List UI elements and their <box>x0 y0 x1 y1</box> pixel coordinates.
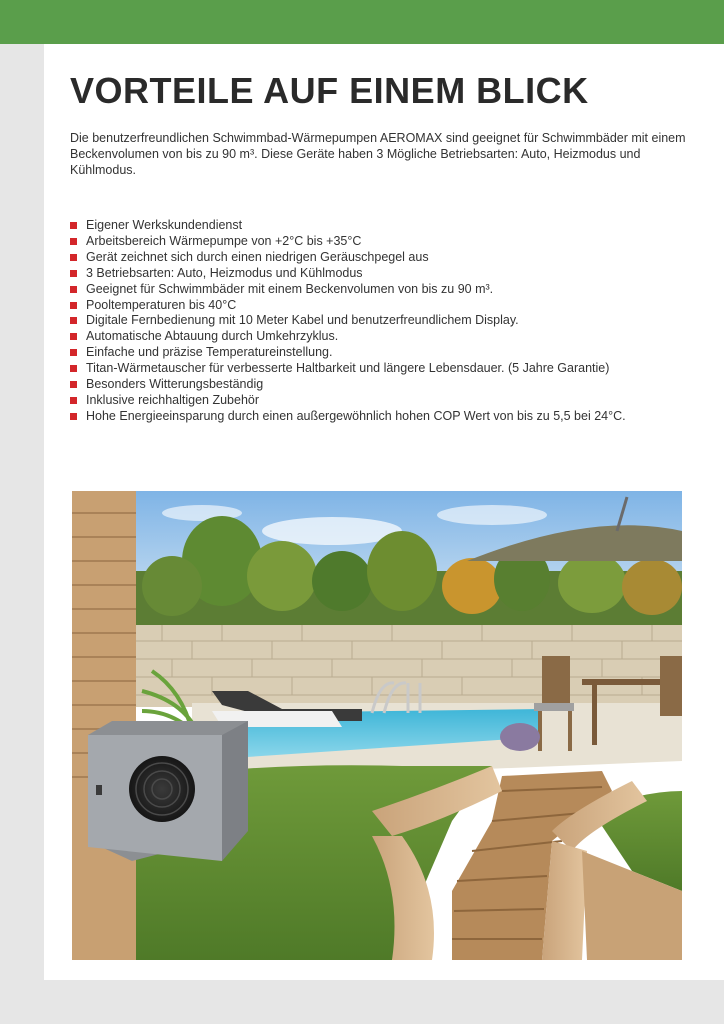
feature-item: Einfache und präzise Temperatureinstellung. <box>70 345 626 361</box>
feature-item: Arbeitsbereich Wärmepumpe von +2°C bis +35°C <box>70 234 626 250</box>
feature-item: Hohe Energieeinsparung durch einen außergewöhnlich hohen COP Wert von bis zu 5,5 bei 24°C. <box>70 409 626 425</box>
feature-item: Eigener Werkskundendienst <box>70 218 626 234</box>
page-sheet <box>44 44 724 980</box>
feature-item: Pooltemperaturen bis 40°C <box>70 298 626 314</box>
feature-item: Automatische Abtauung durch Umkehrzyklus. <box>70 329 626 345</box>
feature-list <box>70 218 626 425</box>
header-bar <box>0 0 724 44</box>
feature-item: 3 Betriebsarten: Auto, Heizmodus und Kühlmodus <box>70 266 626 282</box>
intro-paragraph: Die benutzerfreundlichen Schwimmbad-Wärmepumpen AEROMAX sind geeignet für Schwimmbäder mit einem Beckenvolumen von bis zu 90 m³. Diese Geräte haben 3 Mögliche Betriebsarten: Auto, Heizmodus und Kühlmodus. <box>70 131 686 177</box>
feature-item: Gerät zeichnet sich durch einen niedrigen Geräuschpegel aus <box>70 250 626 266</box>
pool-garden-illustration <box>72 491 682 960</box>
feature-item: Digitale Fernbedienung mit 10 Meter Kabel und benutzerfreundlichem Display. <box>70 313 626 329</box>
feature-item: Inklusive reichhaltigen Zubehör <box>70 393 626 409</box>
page-title: VORTEILE AUF EINEM BLICK <box>70 70 589 111</box>
feature-item: Geeignet für Schwimmbäder mit einem Beckenvolumen von bis zu 90 m³. <box>70 282 626 298</box>
feature-item: Titan-Wärmetauscher für verbesserte Haltbarkeit und längere Lebensdauer. (5 Jahre Garantie) <box>70 361 626 377</box>
heat-pump-unit <box>88 721 248 861</box>
feature-item: Besonders Witterungsbeständig <box>70 377 626 393</box>
